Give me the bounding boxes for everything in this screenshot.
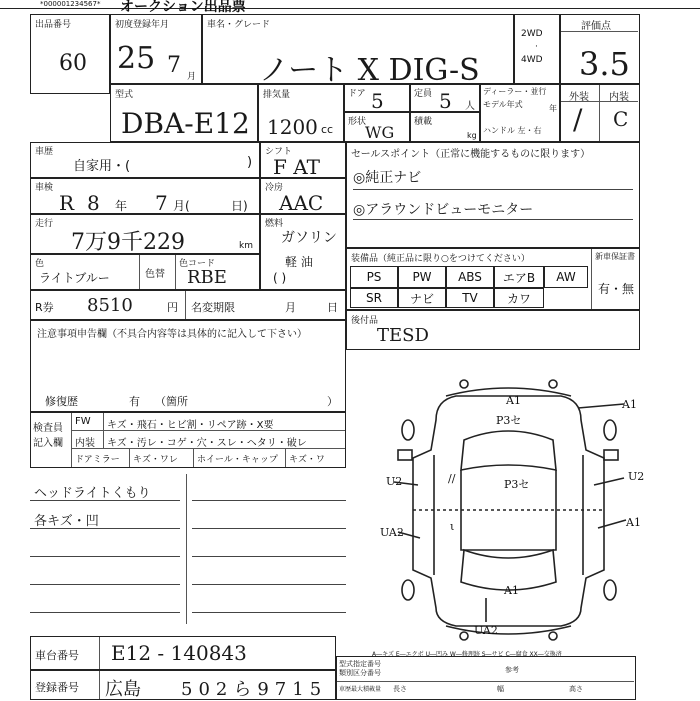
remark-2: 各キズ・凹 <box>34 514 99 529</box>
mark-a1-front-right: A1 <box>622 398 637 411</box>
remark-1: ヘッドライトくもり <box>34 486 151 501</box>
inspector-label: 検査員 <box>33 423 63 434</box>
chassis-value: E12 - 140843 <box>111 641 247 665</box>
name-change-label: 名変期限 <box>191 301 235 314</box>
score-box <box>560 14 640 84</box>
first-reg-month-unit: 月 <box>187 72 197 82</box>
capacity-unit: 人 <box>465 101 475 112</box>
plate-number: 502ら9715 <box>181 679 328 700</box>
color-box <box>30 254 260 290</box>
color-code-label: 色コード <box>179 259 216 269</box>
doors-value: 5 <box>371 89 384 113</box>
drive-2wd: 2WD <box>521 29 543 39</box>
ac-label: 冷房 <box>265 183 284 193</box>
warranty-value: 有・無 <box>598 282 635 296</box>
repair-have: 有 <box>129 395 140 408</box>
dealer-label: ディーラー・並行 <box>483 87 547 96</box>
color-change-label: 色替 <box>145 269 165 280</box>
form-title: オークション出品票 <box>120 0 246 15</box>
sales-box <box>346 142 640 248</box>
sales-item-1: ◎純正ナビ <box>353 170 422 186</box>
mark-u2-left: U2 <box>386 475 403 488</box>
capacity-value: 5 <box>439 89 452 113</box>
mark-ua2-left: UA2 <box>380 526 404 539</box>
remarks-area <box>30 470 346 630</box>
recycle-label: R券 <box>35 301 54 314</box>
grades-box <box>560 84 640 142</box>
body-box <box>344 112 410 142</box>
plate-box <box>30 670 336 700</box>
drive-box: 2WD · 4WD <box>514 14 560 84</box>
aftermarket-box <box>346 310 640 350</box>
repair-history-label: 修復歴 <box>45 395 78 408</box>
sales-label: セールスポイント（正常に機能するものに限ります） <box>351 149 591 160</box>
interior-grade: C <box>613 107 629 131</box>
displacement-label: 排気量 <box>263 90 291 100</box>
mileage-box <box>30 214 260 254</box>
diesel-label: 軽 油 <box>285 255 313 269</box>
drive-4wd: 4WD <box>521 55 543 65</box>
lot-box <box>30 14 110 94</box>
ac-box <box>260 178 346 214</box>
plate-area: 広島 <box>105 679 141 700</box>
recycle-value: 8510 <box>87 295 133 316</box>
exterior-label: 外装 <box>569 92 589 103</box>
handle-label: ハンドル 左・右 <box>483 126 542 135</box>
shift-label: シフト <box>265 147 293 157</box>
inspector-box: 検査員 記入欄 FW キズ・飛石・ヒビ割・リペア跡・X要 内装 キズ・汚レ・コゲ・穴・スレ・ヘタリ・破レ ドアミラー キズ・ワレ ホイール・キャップ キズ・ワ <box>30 412 346 468</box>
usage-value: 自家用・( <box>73 159 131 174</box>
equip-leather: カワ <box>494 288 544 308</box>
score-value: 3.5 <box>579 45 630 83</box>
inspection-box: 車検 R 8 年 7 月( 日) <box>30 178 260 214</box>
mark-p3-roof: P3セ <box>504 478 530 491</box>
doors-label: ドア <box>348 89 366 99</box>
load-label: 積載 <box>414 117 433 127</box>
lot-value: 60 <box>59 51 87 76</box>
header-rule <box>0 8 700 9</box>
mark-a1-hood: A1 <box>506 394 521 407</box>
sales-item-2: ◎アラウンドビューモニター <box>353 202 534 218</box>
load-unit: kg <box>467 131 477 140</box>
first-reg-box <box>110 14 202 84</box>
equip-aw: AW <box>544 266 588 288</box>
displacement-value: 1200 <box>267 115 318 139</box>
lot-label: 出品番号 <box>35 20 72 30</box>
mark-p3-windshield: P3セ <box>496 414 522 427</box>
damage-legend: A―キズ E―エクボ U―凹み W―修理跡 S―サビ C―腐食 XX―交換済 <box>372 651 562 658</box>
model-year-unit: 年 <box>549 104 557 113</box>
mileage-value: 7万9千229 <box>71 230 185 255</box>
exterior-grade: / <box>573 103 583 136</box>
plate-label: 登録番号 <box>35 681 79 694</box>
equip-tv: TV <box>446 288 494 308</box>
mark-scratch-lines: // <box>448 472 456 485</box>
mark-a1-rear: A1 <box>504 584 519 597</box>
mileage-unit: km <box>239 241 253 251</box>
equip-pw: PW <box>398 266 446 288</box>
fuel-value: ガソリン <box>281 230 337 246</box>
first-reg-label: 初度登録年月 <box>115 20 170 30</box>
equip-sr: SR <box>350 288 398 308</box>
recycle-box: R券 8510 円 名変期限 月 日 <box>30 290 346 320</box>
ac-value: AAC <box>279 191 324 215</box>
capacity-label: 定員 <box>414 89 433 99</box>
body-label: 形状 <box>348 117 367 127</box>
displacement-unit: cc <box>321 123 334 136</box>
load-box <box>410 112 480 142</box>
dealer-box <box>480 84 560 142</box>
type-box <box>110 84 258 142</box>
type-value: DBA-E12 <box>121 107 250 140</box>
body-value: WG <box>365 123 395 142</box>
score-label: 評価点 <box>581 21 611 32</box>
chassis-label: 車台番号 <box>35 649 79 662</box>
inspection-era: R <box>59 191 75 215</box>
inspection-month: 7 <box>155 191 168 215</box>
first-reg-month: 7 <box>167 53 181 78</box>
first-reg-year: 25 <box>117 41 156 76</box>
model-label: 車名・グレード <box>207 20 271 30</box>
shift-box <box>260 142 346 178</box>
usage-label: 車歴 <box>35 147 54 157</box>
displacement-box <box>258 84 344 142</box>
equipment-label: 装備品（純正品に限り○をつけてください） <box>351 254 530 264</box>
doors-box <box>344 84 410 112</box>
fuel-label: 燃料 <box>265 219 284 229</box>
chassis-box <box>30 636 336 670</box>
equip-navi: ナビ <box>398 288 446 308</box>
usage-box: 車歴 自家用・( ) <box>30 142 260 178</box>
inspection-year: 8 <box>87 191 100 215</box>
equip-abs: ABS <box>446 266 494 288</box>
barcode-text: *000001234567* <box>40 0 101 8</box>
fuel-box: 燃料 ガソリン 軽 油 ( ) <box>260 214 346 290</box>
inspection-label: 車検 <box>35 183 54 193</box>
mark-a1-right: A1 <box>626 516 641 529</box>
car-damage-diagram <box>346 360 676 650</box>
interior-label: 内装 <box>609 92 629 103</box>
model-year-label: モデル年式 <box>483 100 523 109</box>
equip-ps: PS <box>350 266 398 288</box>
aftermarket-value: TESD <box>377 325 429 346</box>
shift-value: F AT <box>273 155 320 179</box>
new-warranty-label: 新車保証書 <box>595 252 635 261</box>
color-code: RBE <box>187 267 227 288</box>
color-value: ライトブルー <box>39 271 110 285</box>
type-label: 型式 <box>115 90 134 100</box>
model-value: ノート X DIG-S <box>259 53 480 88</box>
mark-scratch-small: ι <box>450 520 455 533</box>
capacity-box <box>410 84 480 112</box>
color-label: 色 <box>35 259 45 269</box>
repair-location: （箇所 <box>155 395 188 408</box>
model-box <box>202 14 514 88</box>
equip-airbag: エアB <box>494 266 544 288</box>
mark-u2-right: U2 <box>628 470 645 483</box>
mileage-label: 走行 <box>35 219 54 229</box>
mark-ua2-rear: UA2 <box>474 624 498 637</box>
notes-label: 注意事項申告欄（不具合内容等は具体的に記入して下さい） <box>37 329 307 340</box>
notes-box: 注意事項申告欄（不具合内容等は具体的に記入して下さい） 修復歴 有 （箇所 ） <box>30 320 346 412</box>
aftermarket-label: 後付品 <box>351 316 379 326</box>
spec-box: 型式指定番号 類別区分番号 参考 車歴最大積載量 長さ 幅 高さ <box>336 656 636 700</box>
